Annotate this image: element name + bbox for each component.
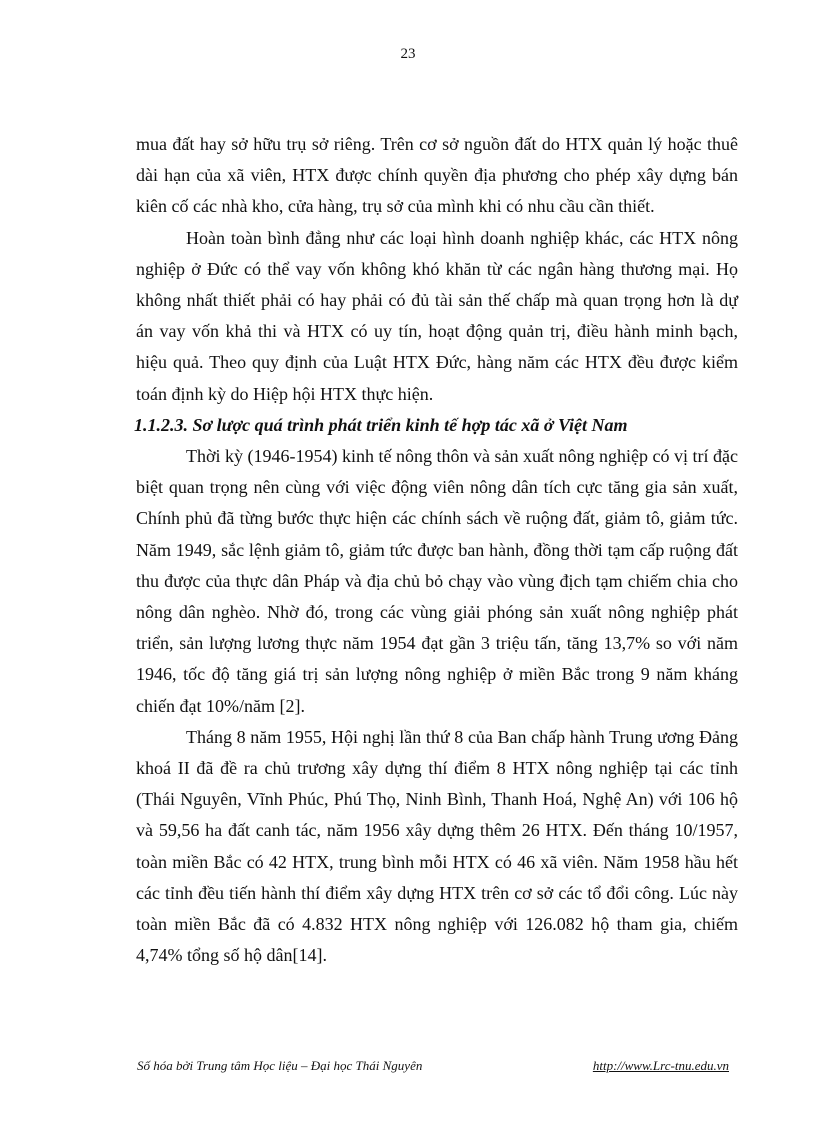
footer-source-text: Số hóa bởi Trung tâm Học liệu – Đại học Thái Nguyên (137, 1058, 423, 1073)
footer-link[interactable]: http://www.Lrc-tnu.edu.vn (592, 1058, 729, 1073)
document-body (136, 129, 738, 971)
section-heading: 1.1.2.3. Sơ lược quá trình phát triển kinh tế hợp tác xã ở Việt Nam (134, 414, 628, 435)
paragraph: mua đất hay sở hữu trụ sở riêng. Trên cơ sở nguồn đất do HTX quản lý hoặc thuê dài hạn của xã viên, HTX được chính quyền địa phương cho phép xây dựng bán kiên cố các nhà kho, cửa hàng, trụ sở của mình khi có nhu cầu cần thiết. (136, 134, 738, 217)
paragraph: Tháng 8 năm 1955, Hội nghị lần thứ 8 của Ban chấp hành Trung ương Đảng khoá II đã đề ra chủ trương xây dựng thí điểm 8 HTX nông nghiệp tại các tỉnh (Thái Nguyên, Vĩnh Phúc, Phú Thọ, Ninh Bình, Thanh Hoá, Nghệ An) với 106 hộ và 59,56 ha đất canh tác, năm 1956 xây dựng thêm 26 HTX. Đến tháng 10/1957, toàn miền Bắc có 42 HTX, trung bình mỗi HTX có 46 xã viên. Năm 1958 hầu hết các tỉnh đều tiến hành thí điểm xây dựng HTX trên cơ sở các tổ đổi công. Lúc này toàn miền Bắc đã có 4.832 HTX nông nghiệp với 126.082 hộ tham gia, chiếm 4,74% tổng số hộ dân[14]. (136, 726, 738, 966)
paragraph: Hoàn toàn bình đẳng như các loại hình doanh nghiệp khác, các HTX nông nghiệp ở Đức có thể vay vốn không khó khăn từ các ngân hàng thương mại. Họ không nhất thiết phải có hay phải có đủ tài sản thế chấp mà quan trọng hơn là dự án vay vốn khả thi và HTX có uy tín, hoạt động quản trị, điều hành minh bạch, hiệu quả. Theo quy định của Luật HTX Đức, hàng năm các HTX đều được kiểm toán định kỳ do Hiệp hội HTX thực hiện. (136, 227, 738, 404)
footer (137, 1058, 729, 1078)
paragraph: Thời kỳ (1946-1954) kinh tế nông thôn và sản xuất nông nghiệp có vị trí đặc biệt quan trọng nên cùng với việc động viên nông dân tích cực tăng gia sản xuất, Chính phủ đã từng bước thực hiện các chính sách về ruộng đất, giảm tô, giảm tức. Năm 1949, sắc lệnh giảm tô, giảm tức được ban hành, đồng thời tạm cấp ruộng đất thu được của thực dân Pháp và địa chủ bỏ chạy vào vùng địch tạm chiếm chia cho nông dân nghèo. Nhờ đó, trong các vùng giải phóng sản xuất nông nghiệp phát triển, sản lượng lương thực năm 1954 đạt gần 3 triệu tấn, tăng 13,7% so với năm 1946, tốc độ tăng giá trị sản lượng nông nghiệp ở miền Bắc trong 9 năm kháng chiến đạt 10%/năm [2]. (136, 446, 738, 716)
page-number: 23 (400, 46, 416, 62)
